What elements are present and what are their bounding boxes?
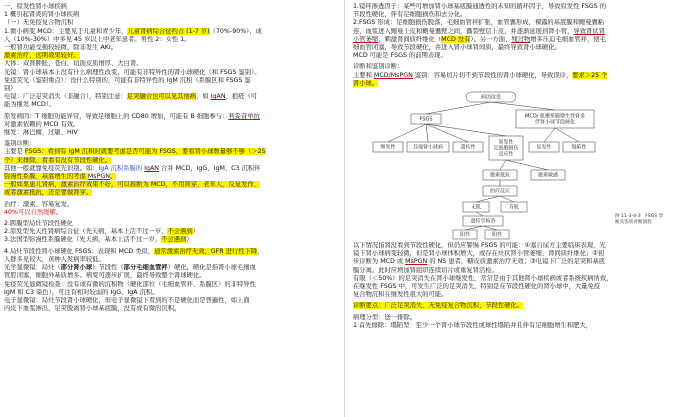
text-segment: 导致肾状肾 (573, 27, 605, 35)
text-segment: 合并 MCD，IgG、IgM、C3 沉积伴 (158, 164, 261, 172)
text-segment: 增多压迫毛细血管袢，使毛 (530, 35, 606, 43)
flowchart-label-b1: 复发性 (536, 144, 552, 151)
text-segment: 鉴别：容易切片切不到节段性的肾小球硬化，导致误诊， (412, 71, 573, 79)
text-line (353, 36, 687, 44)
text-line (4, 236, 341, 244)
text-line (4, 148, 341, 156)
text-line (353, 19, 687, 27)
text-segment: 的 NS 患者，糖皮质激素治疗无效；③电镜下广泛的足突和基底 (427, 258, 606, 266)
text-line (353, 322, 687, 330)
text-line (4, 256, 341, 264)
text-line (4, 113, 341, 121)
text-line (4, 77, 341, 85)
text-segment: 复合物沉积在继发性很大的可能。 (353, 291, 448, 299)
text-line (4, 201, 341, 209)
text-line (353, 283, 687, 291)
text-line (4, 93, 341, 101)
flowchart-label-c1: 的疗反应 (489, 188, 511, 195)
text-segment: 别） (4, 85, 17, 93)
text-segment: 2.FSGS 形成：足细胞损伤脱落，毛细血管袢扩张，血管囊形成，裸露的基底膜和鲍曼囊粘 (353, 19, 605, 27)
fsgs-diagnosis-flowchart (353, 90, 687, 240)
text-line (4, 220, 341, 228)
text-segment: FSGS：看到有 IgM 沉积时就要考虑是否可能为 FSGS，要看肾小球数量够不够（＞25 (24, 148, 266, 156)
text-segment: 个）来排除。看看有没有节段性硬化。 (4, 156, 112, 164)
flowchart-svg (371, 90, 621, 240)
flowchart-arrow (544, 128, 555, 142)
text-segment: （70%-90%），成 (209, 27, 262, 35)
text-line (353, 267, 687, 275)
right-document-page (345, 0, 690, 417)
text-line (353, 52, 687, 60)
flowchart-arrow (491, 102, 555, 110)
flowchart-arrow (426, 102, 491, 114)
text-line (353, 80, 687, 88)
text-line (4, 28, 341, 36)
text-segment: MCD 没有 (441, 35, 471, 43)
text-segment: ，刺激肾间质纤维化（ (378, 35, 442, 43)
text-segment: 一、原发性肾小球疾病 (4, 3, 67, 10)
text-segment: 4.局灶节段性肾小球硬化 FSGS：表现和 MCD 类似， (4, 247, 155, 255)
text-segment: 继发：淋巴瘤、过敏、HIV (4, 129, 78, 137)
text-segment: 、狼疮（可 (225, 93, 258, 101)
text-line (4, 121, 341, 129)
flowchart-label-c2: 无肌 (470, 204, 482, 211)
text-segment: 小管萎缩 (353, 35, 379, 43)
text-segment: IgAN (210, 93, 226, 101)
text-segment: ）节段性（ (92, 264, 124, 272)
flowchart-label-a2: 其他肾小球病 (412, 144, 444, 151)
text-line (353, 11, 687, 19)
text-segment: 人（10%-30%）中多见 45 岁以上中老年患者。男性 2：女性 1。 (4, 35, 191, 43)
text-line (4, 209, 341, 217)
text-line (4, 305, 341, 313)
text-line (4, 281, 341, 289)
text-line (4, 19, 341, 27)
flowchart-arrow (465, 226, 483, 230)
text-line (4, 44, 341, 52)
text-line (4, 157, 341, 165)
flowchart-arrow (426, 124, 428, 142)
text-segment: IgA 沉积系膜的 (98, 164, 145, 172)
text-line (353, 250, 687, 258)
text-segment: 有限（＜50%）的足突消失在肾小球继发性，常常是由于其他肾小球疾病或者系统疾病所致， (353, 274, 613, 282)
text-line (4, 264, 341, 272)
text-segment: 以下情况指肾没看到节段性硬化，但仍应警惕 FSGS 的可能：①塞自尿方主要临床表现，光 (353, 242, 606, 250)
text-line (353, 291, 687, 299)
flowchart-label-a1: 继发性 (380, 144, 396, 151)
flowchart-label-a4: 原发性足细胞损伤适应性 (493, 139, 519, 158)
text-line (353, 63, 687, 71)
text-segment: 。 (109, 173, 117, 181)
text-line (4, 297, 341, 305)
flowchart-arrow (426, 124, 506, 136)
text-segment: ）。另一方面， (470, 35, 512, 43)
flowchart-label-b3: 激素抵抗 (489, 172, 511, 179)
text-segment: 一般如果患儿肾病，激素治疗效果不好，可以推断为 MCD，不用肾穿，老年人，反复发作、 (4, 181, 260, 189)
text-segment: 步诊断为 MCD 或 (353, 258, 406, 266)
text-segment: 1 首先排除：塌陷型：至少一个肾小球节段性或球性塌陷并且伴有足细胞增生和肥大， (353, 321, 592, 329)
text-line (4, 129, 341, 137)
flowchart-arrow (476, 212, 483, 216)
text-segment: 主要和 (353, 71, 374, 79)
right-top-text (353, 3, 687, 88)
text-segment: 2.跨膜型局灶节段性硬化 (4, 220, 73, 228)
text-line (4, 69, 341, 77)
flowchart-arrow (476, 196, 500, 202)
text-segment: 节段性硬化，伴有足细胞损伤和去分化。 (353, 11, 467, 19)
text-segment: 镜下肾小球病变轻微，但是肾小球体积增大，或存在灶状肾小管萎缩、肾间质纤维化；②初 (353, 250, 605, 258)
text-segment: 鉴别诊断： (4, 140, 36, 148)
text-segment: 病理分型：送一排除。 (353, 313, 416, 321)
right-bottom-text (353, 242, 687, 330)
flowchart-arrow (500, 196, 514, 202)
text-line (4, 189, 341, 197)
text-segment: 诊断要点： (353, 302, 385, 310)
text-segment: ） (186, 236, 193, 244)
text-segment: 儿童肾病综合征约占 (1-7 岁) (127, 27, 210, 35)
text-line (353, 275, 687, 283)
text-segment: 3.法国型弥漫性系膜硬化（先天病，基本上活不过一岁， (4, 236, 162, 244)
text-line (353, 242, 687, 250)
text-segment: 能为继发 MCD）。 (4, 101, 56, 109)
text-line (4, 248, 341, 256)
flowchart-label-top: 病因改变 (480, 94, 502, 101)
text-segment: 在继发性 FSGS 中，可发生广泛的足突消失，特别是在节段性硬化的肾小球中，大量免疫 (353, 283, 601, 291)
text-segment: MCD/MsPGN (373, 71, 413, 79)
text-segment: 电子显微镜：局灶节段肾小球硬化，但电子显微镜下看到的不是硬化而是普遍性，如上面 (4, 296, 250, 304)
flowchart-label-c5: 阳性 (459, 232, 471, 239)
flowchart-label-mcd: MCD/ 肌槽系膜增生性肾炎伴肾小球节段硬化 (525, 113, 585, 126)
flowchart-caption: 图 11-3-4-3 FSGS 诊 断及鉴别诊断流程 (615, 214, 664, 226)
text-segment: 1.微小病变 MCD：主要见于儿童和青少年， (4, 27, 128, 35)
text-segment: MsPGN (405, 258, 428, 266)
text-segment: 内皮下血浆渗出，足突脱离肾小球基底膜，没有或有微的沉积。 (4, 305, 181, 313)
text-line (353, 72, 687, 80)
text-line (4, 272, 341, 280)
text-line (353, 314, 687, 322)
text-line (4, 140, 341, 148)
text-segment: 激素治疗，远期效果较好。 (4, 52, 80, 60)
text-line (4, 228, 341, 236)
text-segment: 40%可以自然缓解。 (4, 208, 63, 216)
text-segment: 肾小球。 (353, 79, 379, 87)
flowchart-label-fsgs: FSGS (419, 116, 433, 123)
text-segment: MsPGN (87, 173, 110, 181)
text-line (353, 44, 687, 52)
flowchart-arrow (555, 128, 579, 142)
text-segment: 2.原发型先天性肾病综合征（先天病，基本上活不过一岁， (4, 228, 168, 236)
text-segment: 1.镜环渗透因子：某些可增加肾小球基底膜通透性的未知的循环因子，导致原发性 FSGS 的 (353, 3, 607, 10)
text-segment: 1 概引起肾炎的肾小球疾病 (4, 11, 80, 19)
flowchart-arrow (426, 124, 468, 142)
text-segment: 大体：双肾肿胀、苍白，切面皮质增厚、大白肾。 (4, 60, 143, 68)
text-segment: 治疗：激素、容易复发。 (4, 200, 74, 208)
text-segment: （一）无免疫复合物沉积 (4, 19, 74, 27)
text-segment: 免疫荧光显微镜检查：没有或有微的沉积物（硬化部位（毛细血管袢、系膜区）的非特异性 (4, 280, 256, 288)
text-segment: IgM 和 C3 染色），可注有相对较弱的 IgG、IgA 沉积。 (4, 288, 159, 296)
text-line (4, 36, 341, 44)
text-segment: 电镜：广泛足突消失（非融合），特别注意： (4, 93, 127, 101)
text-segment: 诊断和鉴别诊断： (353, 63, 404, 71)
text-segment: 足突融合也可以见其他病 (126, 93, 197, 101)
text-segment: 通常激素治疗无效，GFR 进行性下降 (154, 247, 258, 255)
text-segment: 光镜：肾小球基本上没有什么病理性改变，可能有非特异性的肾小球硬化（和 FSGS 鉴别）。 (4, 68, 261, 76)
text-line (4, 173, 341, 181)
text-line (4, 101, 341, 109)
text-line (353, 28, 687, 36)
text-segment: 广泛足突消失、无免疫复合物沉积、节段性硬化。 (384, 302, 524, 310)
flowchart-arrow (388, 124, 426, 142)
text-segment: 膜分离。此时应增加肾组织连续切片或重复肾活检。 (353, 266, 498, 274)
text-line (4, 289, 341, 297)
text-segment: 部分肾小球 (60, 264, 93, 272)
text-line (353, 258, 687, 266)
flowchart-label-c4: 遗传学检查 (470, 218, 496, 225)
text-line (4, 85, 341, 93)
text-segment: 连，血浆进入鲍曼上皮和鲍曼囊壁之间，撕裂壁层上皮，并逐渐延展到肾小管， (353, 27, 574, 35)
text-segment: 不会遇到 (161, 236, 187, 244)
text-segment: 人群多见较大，黄种人发病率较低。 (4, 255, 105, 263)
flowchart-label-b4: 激素敏感 (537, 172, 559, 179)
text-segment: 利妥昔单抗 (228, 112, 260, 120)
text-line (4, 60, 341, 68)
flowchart-arrow (483, 226, 497, 230)
flowchart-label-a3: 遗传性 (460, 144, 476, 151)
flowchart-arrow (506, 160, 548, 170)
text-segment: 要求＞25 个 (572, 71, 608, 79)
text-segment: 残过物 (511, 35, 531, 43)
text-line (4, 181, 341, 189)
text-segment: 免疫荧光（鉴别重点）：没什么特别的，可能有非特异性的 IgM 沉积（系膜区和 FSGS 鉴 (4, 76, 251, 84)
flowchart-label-c3: 有肌 (508, 204, 520, 211)
flowchart-arrow (500, 160, 506, 170)
text-line (353, 3, 687, 11)
text-line (4, 52, 341, 60)
flowchart-label-b2: 塌陷性 (571, 144, 587, 151)
text-segment: ） (192, 228, 199, 236)
text-segment: 一般肾功能受损较轻微，除非发生 AKI。 (4, 44, 118, 52)
text-segment: 弥漫性系膜、基底增生的考虑 (4, 173, 88, 181)
text-line (4, 11, 341, 19)
text-line (4, 165, 341, 173)
text-segment: ，如 (196, 93, 211, 101)
text-segment: IgAN (144, 164, 159, 172)
text-segment: 部分毛细血管袢 (123, 264, 168, 272)
text-segment: 主要是 (4, 148, 25, 156)
text-segment: 光学显微镜：局灶（ (4, 264, 61, 272)
text-segment: ， (257, 247, 264, 255)
text-segment: 细血管闭塞，导致节段硬化，并进入肾小球肾间质，最终导致肾小球硬化。 (353, 44, 561, 52)
text-segment: 原发病因：T 细胞功能异常，导致足细胞上的 CD80 增加，可能有 B 细胞参与： (4, 112, 229, 120)
text-segment: 对激素依赖的 MCD 有效。 (4, 120, 80, 128)
text-segment: 其他一般就靠免疫荧光识别。如： (4, 164, 99, 172)
text-segment: MCD 可能是 FSGS 的前期表现。 (353, 52, 447, 60)
text-segment: 不会遇到 (167, 228, 193, 236)
text-segment: 管腔闭塞，细胞外基质增多。病变可逐步扩展，最终导致整个肾球硬化。 (4, 272, 206, 280)
flowchart-label-c6: 阴性 (491, 232, 503, 239)
text-line (4, 3, 341, 11)
text-segment: 或者激素抵抗，还是要做肾穿。 (4, 189, 93, 197)
text-line (353, 302, 687, 310)
text-segment: ）硬化，硬化是指肾小球毛细血 (167, 264, 256, 272)
